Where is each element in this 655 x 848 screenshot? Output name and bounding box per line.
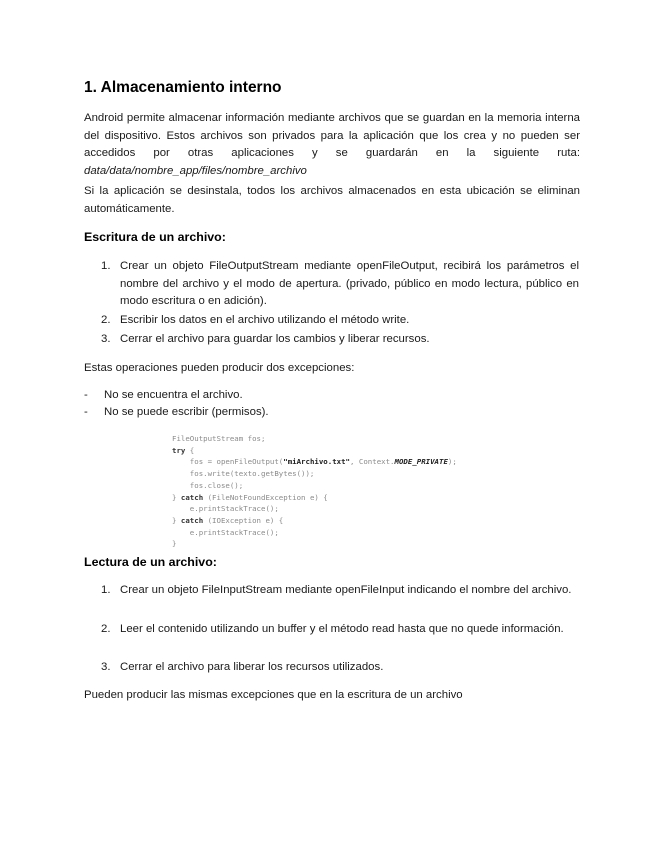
step-number: 1. bbox=[101, 584, 111, 596]
step-text: Cerrar el archivo para liberar los recursos utilizados. bbox=[120, 661, 384, 673]
code-line: fos.close(); bbox=[172, 480, 244, 490]
step-text: Cerrar el archivo para guardar los cambios y liberar recursos. bbox=[120, 333, 430, 345]
dash-bullet: - bbox=[84, 406, 88, 418]
exception-text: No se puede escribir (permisos). bbox=[104, 406, 269, 418]
step-text: Crear un objeto FileOutputStream mediante openFileOutput, recibirá los parámetros el nombre del archivo y el modo de apertura. (privado, público en modo lectura, público en modo escritura o en adición). bbox=[120, 260, 579, 308]
code-line: FileOutputStream fos; bbox=[172, 434, 266, 443]
step-number: 3. bbox=[101, 333, 111, 345]
code-sample bbox=[172, 433, 457, 550]
step-number: 2. bbox=[101, 314, 111, 326]
code-line: e.printStackTrace(); bbox=[172, 527, 279, 537]
code-line: fos.write(texto.getBytes()); bbox=[172, 469, 315, 479]
reading-title: Lectura de un archivo: bbox=[84, 555, 217, 569]
writing-step-3 bbox=[101, 331, 579, 349]
exception-text: No se encuentra el archivo. bbox=[104, 389, 243, 401]
code-line: ); bbox=[447, 457, 457, 467]
code-line: (IOException e) { bbox=[203, 515, 284, 525]
code-constant: MODE_PRIVATE bbox=[394, 457, 448, 467]
step-number: 3. bbox=[101, 661, 111, 673]
step-number: 2. bbox=[101, 623, 111, 635]
writing-step-2 bbox=[101, 312, 579, 330]
intro-text: Android permite almacenar información mediante archivos que se guardan en la memoria interna del dispositivo. Estos archivos son privados para la aplicación que los crea y no pueden ser accedidos por otras aplicaciones y se guardarán en la siguiente ruta: bbox=[84, 112, 580, 160]
reading-step-2 bbox=[101, 621, 579, 639]
code-line: fos = openFileOutput( bbox=[172, 457, 284, 467]
code-line: (FileNotFoundException e) { bbox=[203, 492, 328, 502]
dash-bullet: - bbox=[84, 389, 88, 401]
code-line: } bbox=[172, 492, 181, 502]
storage-path: data/data/nombre_app/files/nombre_archivo bbox=[84, 164, 307, 177]
uninstall-note: Si la aplicación se desinstala, todos los archivos almacenados en esta ubicación se eliminan automáticamente. bbox=[84, 185, 580, 215]
code-line: } bbox=[172, 539, 177, 549]
step-text: Escribir los datos en el archivo utilizando el método write. bbox=[120, 314, 410, 326]
code-line: } bbox=[172, 515, 181, 525]
step-text: Leer el contenido utilizando un buffer y el método read hasta que no quede información. bbox=[120, 623, 564, 635]
step-number: 1. bbox=[101, 260, 111, 272]
code-line: { bbox=[185, 445, 195, 455]
writing-step-1 bbox=[101, 258, 579, 311]
code-keyword: catch bbox=[180, 492, 204, 502]
section-title: 1. Almacenamiento interno bbox=[84, 79, 282, 96]
code-keyword: try bbox=[172, 445, 186, 455]
exceptions-intro: Estas operaciones pueden producir dos excepciones: bbox=[84, 362, 355, 374]
code-string: "miArchivo.txt" bbox=[283, 457, 350, 467]
code-line: , Context. bbox=[350, 457, 395, 467]
code-keyword: catch bbox=[180, 515, 204, 525]
closing-paragraph: Pueden producir las mismas excepciones que en la escritura de un archivo bbox=[84, 689, 463, 701]
code-line: e.printStackTrace(); bbox=[172, 504, 279, 514]
step-text: Crear un objeto FileInputStream mediante openFileInput indicando el nombre del archivo. bbox=[120, 584, 572, 596]
writing-title: Escritura de un archivo: bbox=[84, 230, 226, 244]
reading-step-1 bbox=[101, 582, 579, 600]
intro-paragraph bbox=[84, 110, 580, 180]
reading-step-3 bbox=[101, 659, 579, 677]
